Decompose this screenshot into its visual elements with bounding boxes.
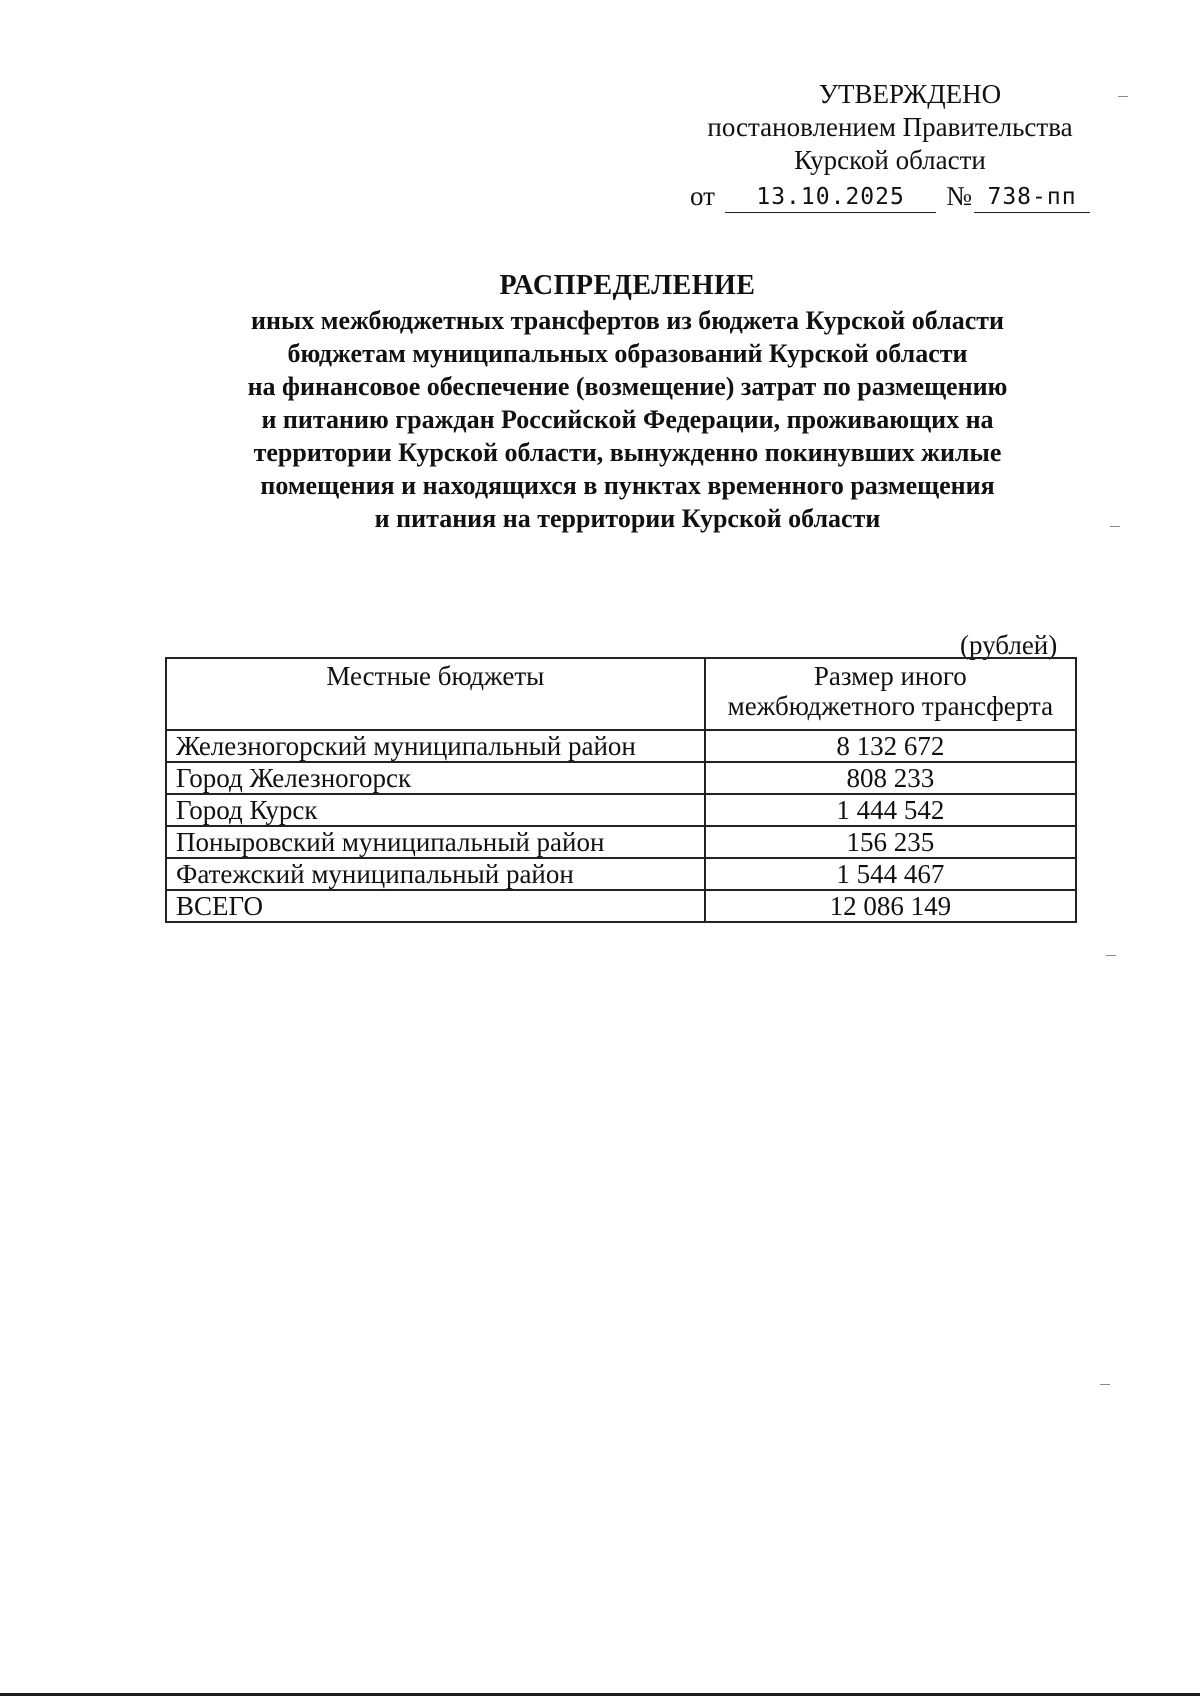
row-amount: 808 233	[705, 762, 1076, 794]
budget-table	[165, 657, 1077, 923]
approval-number: 738-пп	[974, 182, 1090, 213]
title-line: территории Курской области, вынужденно покинувших жилые	[253, 438, 1002, 467]
row-name-total: ВСЕГО	[166, 890, 705, 922]
table-row	[166, 794, 1076, 826]
row-amount: 156 235	[705, 826, 1076, 858]
row-name: Поныровский муниципальный район	[166, 826, 705, 858]
number-prefix: №	[946, 181, 973, 211]
title-line: помещения и находящихся в пунктах временного размещения	[260, 471, 995, 500]
title-heading: РАСПРЕДЕЛЕНИЕ	[499, 270, 756, 301]
row-amount: 8 132 672	[705, 730, 1076, 762]
row-name: Фатежский муниципальный район	[166, 858, 705, 890]
approval-stamp	[690, 78, 1090, 213]
row-name: Город Курск	[166, 794, 705, 826]
row-amount: 1 544 467	[705, 858, 1076, 890]
title-line: и питанию граждан Российской Федерации, проживающих на	[261, 405, 994, 434]
row-name: Город Железногорск	[166, 762, 705, 794]
table-row	[166, 730, 1076, 762]
table-header-row	[166, 658, 1076, 730]
row-name: Железногорский муниципальный район	[166, 730, 705, 762]
scan-bottom-edge	[0, 1693, 1200, 1696]
row-amount: 1 444 542	[705, 794, 1076, 826]
approval-line-1: постановлением Правительства	[707, 112, 1073, 142]
title-line: иных межбюджетных трансфертов из бюджета Курской области	[250, 306, 1004, 335]
column-header-transfer	[705, 658, 1076, 730]
title-line: и питания на территории Курской области	[374, 504, 881, 533]
title-line: бюджетам муниципальных образований Курской области	[287, 339, 968, 368]
units-label: (рублей)	[960, 630, 1058, 660]
table-row	[166, 762, 1076, 794]
table-row-total	[166, 890, 1076, 922]
scan-speck	[1106, 955, 1116, 956]
approval-line-2: Курской области	[794, 145, 986, 175]
approval-date-row	[690, 177, 1090, 213]
scan-speck	[1110, 526, 1120, 527]
column-header-budgets-label: Местные бюджеты	[326, 661, 545, 691]
column-header-transfer-line1: Размер иного	[813, 661, 967, 691]
table-row	[166, 858, 1076, 890]
column-header-budgets	[166, 658, 705, 730]
approval-date: 13.10.2025	[725, 182, 936, 213]
column-header-transfer-line2: межбюджетного трансферта	[727, 691, 1054, 721]
table-row	[166, 826, 1076, 858]
scan-speck	[1118, 96, 1128, 97]
date-prefix: от	[690, 181, 715, 211]
scan-speck	[1100, 1384, 1110, 1385]
row-amount-total: 12 086 149	[705, 890, 1076, 922]
title-line: на финансовое обеспечение (возмещение) затрат по размещению	[247, 372, 1008, 401]
document-title	[180, 268, 1075, 535]
approval-heading: УТВЕРЖДЕНО	[818, 79, 1002, 109]
